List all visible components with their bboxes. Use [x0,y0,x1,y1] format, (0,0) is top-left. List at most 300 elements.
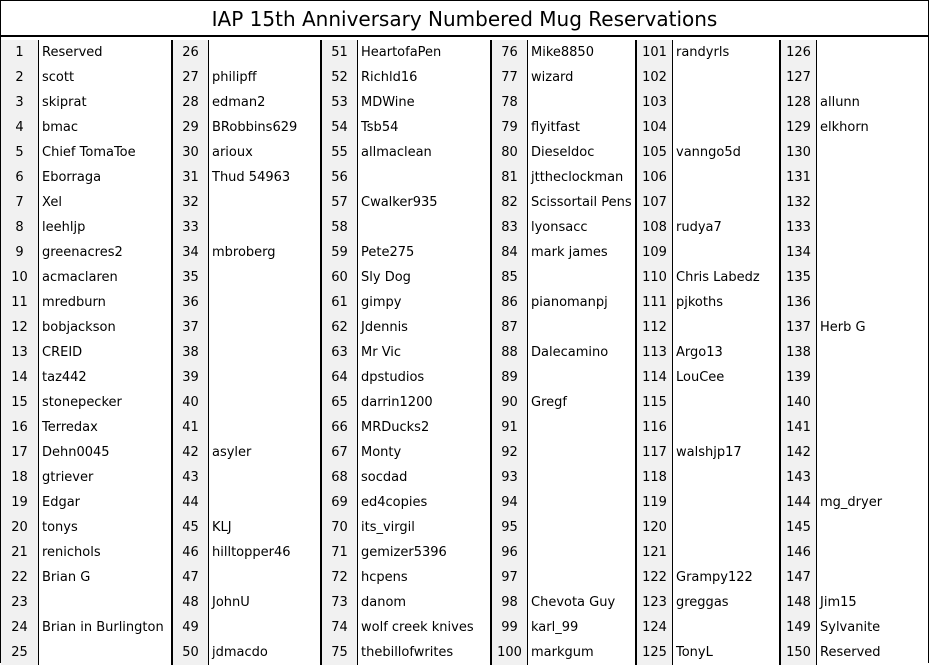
reservation-name[interactable]: ed4copies [358,490,490,515]
reservation-name[interactable] [673,390,779,415]
reservation-name[interactable]: gimpy [358,290,490,315]
mug-number: 75 [320,640,358,665]
mug-number: 40 [171,390,209,415]
reservation-name[interactable]: greggas [673,590,779,615]
reservation-name[interactable]: asyler [209,440,320,465]
reservation-name[interactable] [39,640,171,665]
mug-number: 144 [779,490,817,515]
reservation-name[interactable]: Richld16 [358,65,490,90]
mug-number: 1 [1,40,39,65]
reservation-name[interactable]: TonyL [673,640,779,665]
mug-number: 97 [490,565,528,590]
reservation-name[interactable]: Jim15 [817,590,928,615]
reservation-name[interactable] [209,315,320,340]
mug-number: 145 [779,515,817,540]
mug-number: 36 [171,290,209,315]
mug-number: 43 [171,465,209,490]
mug-number: 46 [171,540,209,565]
reservation-name[interactable] [528,265,635,290]
reservation-name[interactable]: Chris Labedz [673,265,779,290]
reservation-name[interactable]: pianomanpj [528,290,635,315]
mug-number: 143 [779,465,817,490]
reservation-name[interactable] [528,415,635,440]
reservation-name[interactable]: LouCee [673,365,779,390]
mug-number: 111 [635,290,673,315]
mug-number: 101 [635,40,673,65]
reservation-name[interactable]: philipff [209,65,320,90]
reservation-name[interactable]: JohnU [209,590,320,615]
reservation-name[interactable] [209,265,320,290]
reservation-name[interactable]: Jdennis [358,315,490,340]
reservation-name[interactable]: its_virgil [358,515,490,540]
reservation-name[interactable]: rudya7 [673,215,779,240]
reservation-name[interactable]: mg_dryer [817,490,928,515]
mug-number: 15 [1,390,39,415]
mug-number: 102 [635,65,673,90]
reservation-name[interactable]: randyrls [673,40,779,65]
mug-number: 121 [635,540,673,565]
mug-number: 16 [1,415,39,440]
reservation-name[interactable] [528,540,635,565]
reservation-name[interactable] [673,90,779,115]
mug-number: 99 [490,615,528,640]
reservation-name[interactable]: Chief TomaToe [39,140,171,165]
mug-number: 139 [779,365,817,390]
mug-number: 149 [779,615,817,640]
mug-number: 22 [1,565,39,590]
mug-number: 47 [171,565,209,590]
mug-number: 69 [320,490,358,515]
reservation-name[interactable]: gtriever [39,465,171,490]
mug-number: 104 [635,115,673,140]
mug-number: 94 [490,490,528,515]
reservation-name[interactable] [673,515,779,540]
reservation-name[interactable] [528,565,635,590]
reservation-name[interactable] [817,415,928,440]
mug-number: 27 [171,65,209,90]
mug-number: 3 [1,90,39,115]
mug-number: 12 [1,315,39,340]
mug-number: 91 [490,415,528,440]
mug-number: 76 [490,40,528,65]
mug-number: 106 [635,165,673,190]
reservation-name[interactable]: renichols [39,540,171,565]
reservation-name[interactable]: Pete275 [358,240,490,265]
mug-number: 39 [171,365,209,390]
mug-number: 146 [779,540,817,565]
reservation-name[interactable]: bmac [39,115,171,140]
reservation-name[interactable] [209,215,320,240]
mug-number: 52 [320,65,358,90]
reservation-name[interactable]: walshjp17 [673,440,779,465]
mug-number: 81 [490,165,528,190]
mug-number: 132 [779,190,817,215]
mug-number: 2 [1,65,39,90]
reservation-name[interactable]: hcpens [358,565,490,590]
mug-number: 44 [171,490,209,515]
reservation-name[interactable]: Argo13 [673,340,779,365]
mug-number: 62 [320,315,358,340]
mug-number: 30 [171,140,209,165]
mug-number: 112 [635,315,673,340]
reservation-name[interactable] [209,190,320,215]
mug-number: 11 [1,290,39,315]
reservation-name[interactable]: greenacres2 [39,240,171,265]
mug-number: 72 [320,565,358,590]
reservation-name[interactable]: Mike8850 [528,40,635,65]
reservation-name[interactable] [817,565,928,590]
mug-number: 21 [1,540,39,565]
mug-number: 79 [490,115,528,140]
reservation-name[interactable] [358,165,490,190]
reservation-name[interactable] [817,40,928,65]
mug-number: 141 [779,415,817,440]
mug-number: 61 [320,290,358,315]
reservation-name[interactable] [817,165,928,190]
reservation-name[interactable]: elkhorn [817,115,928,140]
reservation-name[interactable] [673,65,779,90]
reservation-name[interactable] [817,340,928,365]
reservation-name[interactable] [673,415,779,440]
mug-number: 31 [171,165,209,190]
mug-number: 55 [320,140,358,165]
mug-number: 118 [635,465,673,490]
reservation-name[interactable] [528,440,635,465]
mug-number: 64 [320,365,358,390]
mug-number: 51 [320,40,358,65]
mug-number: 127 [779,65,817,90]
reservation-name[interactable]: lyonsacc [528,215,635,240]
reservation-name[interactable]: Sylvanite [817,615,928,640]
reservation-name[interactable]: edman2 [209,90,320,115]
mug-number: 38 [171,340,209,365]
sheet-title: IAP 15th Anniversary Numbered Mug Reservations [1,1,928,37]
reservation-name[interactable]: BRobbins629 [209,115,320,140]
reservation-name[interactable]: dpstudios [358,365,490,390]
mug-number: 74 [320,615,358,640]
reservation-name[interactable]: pjkoths [673,290,779,315]
mug-number: 86 [490,290,528,315]
reservation-name[interactable]: allmaclean [358,140,490,165]
reservation-name[interactable] [39,590,171,615]
mug-number: 41 [171,415,209,440]
reservation-name[interactable]: Dieseldoc [528,140,635,165]
reservation-name[interactable] [817,290,928,315]
mug-number: 87 [490,315,528,340]
reservation-name[interactable] [817,465,928,490]
reservation-name[interactable] [528,365,635,390]
reservation-name[interactable] [673,240,779,265]
mug-number: 13 [1,340,39,365]
reservation-name[interactable]: CREID [39,340,171,365]
mug-number: 138 [779,340,817,365]
reservation-name[interactable] [673,540,779,565]
mug-number: 23 [1,590,39,615]
reservation-name[interactable]: skiprat [39,90,171,115]
reservation-name[interactable]: mark james [528,240,635,265]
reservation-name[interactable]: Dehn0045 [39,440,171,465]
mug-number: 109 [635,240,673,265]
mug-number: 78 [490,90,528,115]
mug-number: 108 [635,215,673,240]
reservation-name[interactable]: Reserved [817,640,928,665]
mug-number: 131 [779,165,817,190]
mug-number: 10 [1,265,39,290]
mug-number: 128 [779,90,817,115]
reservation-name[interactable] [528,315,635,340]
reservation-name[interactable]: MDWine [358,90,490,115]
reservation-name[interactable]: Grampy122 [673,565,779,590]
reservation-name[interactable]: Scissortail Pens [528,190,635,215]
reservation-name[interactable] [209,415,320,440]
mug-number: 34 [171,240,209,265]
mug-number: 20 [1,515,39,540]
mug-number: 125 [635,640,673,665]
reservation-name[interactable]: stonepecker [39,390,171,415]
reservation-name[interactable]: Dalecamino [528,340,635,365]
reservation-name[interactable]: socdad [358,465,490,490]
mug-number: 89 [490,365,528,390]
mug-number: 57 [320,190,358,215]
mug-number: 100 [490,640,528,665]
reservation-name[interactable]: KLJ [209,515,320,540]
reservation-name[interactable] [817,540,928,565]
reservation-name[interactable]: Edgar [39,490,171,515]
mug-number: 71 [320,540,358,565]
reservation-name[interactable]: gemizer5396 [358,540,490,565]
reservation-name[interactable] [209,565,320,590]
reservation-name[interactable] [209,40,320,65]
reservation-name[interactable] [209,290,320,315]
mug-number: 110 [635,265,673,290]
mug-number: 130 [779,140,817,165]
mug-number: 67 [320,440,358,465]
reservation-name[interactable]: markgum [528,640,635,665]
mug-number: 37 [171,315,209,340]
reservation-name[interactable]: bobjackson [39,315,171,340]
mug-number: 58 [320,215,358,240]
reservation-name[interactable] [528,515,635,540]
mug-number: 70 [320,515,358,540]
mug-number: 88 [490,340,528,365]
reservation-name[interactable]: hilltopper46 [209,540,320,565]
mug-number: 83 [490,215,528,240]
reservation-name[interactable]: Chevota Guy [528,590,635,615]
reservation-name[interactable]: jttheclockman [528,165,635,190]
mug-number: 73 [320,590,358,615]
reservation-name[interactable]: Eborraga [39,165,171,190]
reservation-name[interactable] [673,190,779,215]
mug-number: 105 [635,140,673,165]
reservation-name[interactable]: scott [39,65,171,90]
mug-number: 50 [171,640,209,665]
mug-number: 48 [171,590,209,615]
reservation-name[interactable]: HeartofaPen [358,40,490,65]
reservation-name[interactable]: jdmacdo [209,640,320,665]
reservation-name[interactable] [209,390,320,415]
reservation-name[interactable] [528,465,635,490]
reservation-name[interactable]: mredburn [39,290,171,315]
reservation-name[interactable] [673,115,779,140]
mug-number: 4 [1,115,39,140]
reservation-name[interactable]: Cwalker935 [358,190,490,215]
mug-number: 56 [320,165,358,190]
reservation-grid [1,40,928,665]
mug-number: 92 [490,440,528,465]
mug-number: 29 [171,115,209,140]
reservation-name[interactable]: Monty [358,440,490,465]
reservation-name[interactable] [817,390,928,415]
mug-number: 85 [490,265,528,290]
mug-number: 8 [1,215,39,240]
reservation-name[interactable]: Herb G [817,315,928,340]
mug-number: 35 [171,265,209,290]
mug-number: 17 [1,440,39,465]
reservation-name[interactable]: wizard [528,65,635,90]
reservation-name[interactable] [209,615,320,640]
reservation-name[interactable]: Brian in Burlington [39,615,171,640]
mug-number: 133 [779,215,817,240]
mug-number: 33 [171,215,209,240]
mug-number: 122 [635,565,673,590]
reservation-name[interactable] [209,365,320,390]
mug-number: 84 [490,240,528,265]
reservation-name[interactable] [358,215,490,240]
reservation-name[interactable]: Sly Dog [358,265,490,290]
mug-number: 77 [490,65,528,90]
mug-number: 66 [320,415,358,440]
mug-number: 115 [635,390,673,415]
mug-number: 129 [779,115,817,140]
mug-number: 24 [1,615,39,640]
reservation-name[interactable]: Brian G [39,565,171,590]
reservation-name[interactable]: flyitfast [528,115,635,140]
mug-number: 103 [635,90,673,115]
reservation-name[interactable]: Tsb54 [358,115,490,140]
mug-number: 14 [1,365,39,390]
reservation-name[interactable]: danom [358,590,490,615]
reservation-name[interactable]: Gregf [528,390,635,415]
reservation-name[interactable]: karl_99 [528,615,635,640]
reservation-name[interactable] [209,340,320,365]
mug-number: 54 [320,115,358,140]
reservation-name[interactable]: Mr Vic [358,340,490,365]
reservation-name[interactable] [673,490,779,515]
mug-number: 126 [779,40,817,65]
mug-number: 123 [635,590,673,615]
mug-number: 107 [635,190,673,215]
mug-number: 6 [1,165,39,190]
reservation-name[interactable]: vanngo5d [673,140,779,165]
reservation-name[interactable]: acmaclaren [39,265,171,290]
reservation-name[interactable] [528,490,635,515]
mug-number: 95 [490,515,528,540]
mug-number: 7 [1,190,39,215]
reservation-name[interactable]: allunn [817,90,928,115]
mug-number: 59 [320,240,358,265]
reservation-name[interactable]: leehljp [39,215,171,240]
reservation-name[interactable] [817,65,928,90]
mug-number: 80 [490,140,528,165]
reservation-name[interactable]: mbroberg [209,240,320,265]
mug-number: 93 [490,465,528,490]
mug-number: 147 [779,565,817,590]
reservation-name[interactable]: Xel [39,190,171,215]
reservation-name[interactable] [817,140,928,165]
mug-number: 18 [1,465,39,490]
reservation-name[interactable]: arioux [209,140,320,165]
mug-number: 32 [171,190,209,215]
reservation-name[interactable] [673,315,779,340]
mug-number: 5 [1,140,39,165]
mug-number: 148 [779,590,817,615]
reservation-name[interactable]: Reserved [39,40,171,65]
reservation-name[interactable] [528,90,635,115]
reservation-name[interactable]: darrin1200 [358,390,490,415]
mug-number: 49 [171,615,209,640]
mug-number: 96 [490,540,528,565]
reservation-name[interactable] [673,615,779,640]
mug-number: 90 [490,390,528,415]
reservation-name[interactable] [817,190,928,215]
reservation-name[interactable]: wolf creek knives [358,615,490,640]
mug-number: 117 [635,440,673,465]
reservation-name[interactable] [817,515,928,540]
reservation-name[interactable] [817,365,928,390]
reservation-name[interactable]: Terredax [39,415,171,440]
mug-number: 124 [635,615,673,640]
mug-number: 63 [320,340,358,365]
mug-number: 25 [1,640,39,665]
mug-number: 137 [779,315,817,340]
reservation-name[interactable]: thebillofwrites [358,640,490,665]
mug-number: 26 [171,40,209,65]
reservation-name[interactable] [817,215,928,240]
mug-number: 113 [635,340,673,365]
mug-number: 142 [779,440,817,465]
mug-number: 140 [779,390,817,415]
reservation-name[interactable] [673,165,779,190]
mug-number: 45 [171,515,209,540]
mug-number: 82 [490,190,528,215]
reservation-name[interactable]: taz442 [39,365,171,390]
reservation-name[interactable] [209,490,320,515]
reservation-name[interactable] [673,465,779,490]
mug-number: 53 [320,90,358,115]
mug-number: 135 [779,265,817,290]
mug-number: 116 [635,415,673,440]
reservation-name[interactable] [209,465,320,490]
mug-number: 114 [635,365,673,390]
mug-number: 98 [490,590,528,615]
mug-number: 119 [635,490,673,515]
mug-number: 19 [1,490,39,515]
mug-number: 120 [635,515,673,540]
reservation-name[interactable]: tonys [39,515,171,540]
reservation-name[interactable] [817,240,928,265]
reservation-name[interactable] [817,265,928,290]
mug-number: 42 [171,440,209,465]
reservation-name[interactable] [817,440,928,465]
mug-number: 134 [779,240,817,265]
mug-number: 65 [320,390,358,415]
mug-number: 9 [1,240,39,265]
reservation-name[interactable]: MRDucks2 [358,415,490,440]
mug-number: 68 [320,465,358,490]
reservation-name[interactable]: Thud 54963 [209,165,320,190]
mug-number: 60 [320,265,358,290]
mug-number: 150 [779,640,817,665]
